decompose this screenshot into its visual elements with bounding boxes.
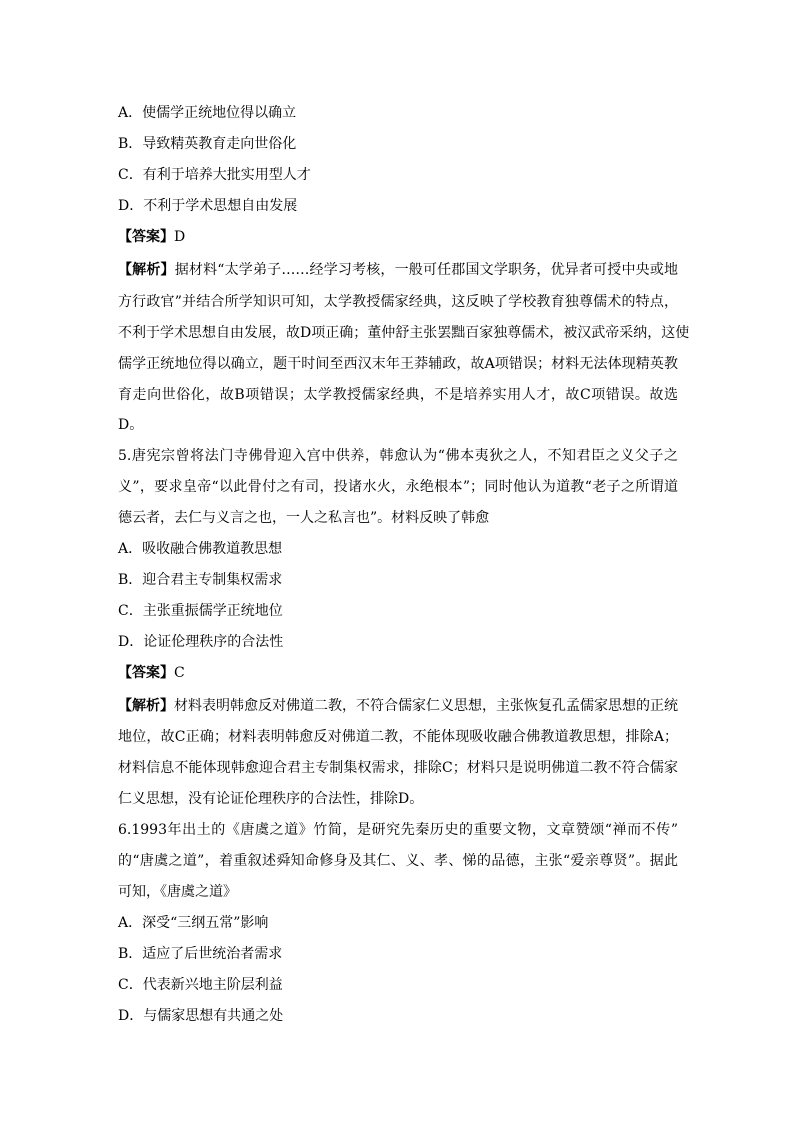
q5-option-d: D．论证伦理秩序的合法性 (118, 634, 284, 650)
q5-option-a: A．吸收融合佛教道教思想 (118, 541, 283, 557)
answer-tag: 【答案】 (118, 229, 174, 245)
q4-analysis-line (118, 260, 678, 280)
q4-answer (118, 227, 185, 247)
answer-value: C (174, 665, 185, 681)
q6-stem-line: 可知，《唐虞之道》 (118, 884, 237, 900)
q6-option-a: A．深受“三纲五常”影响 (118, 915, 269, 931)
q4-analysis-line: 儒学正统地位得以确立，题干时间至西汉末年王莽辅政，故A项错误；材料无法体现精英教 (118, 356, 678, 372)
q4-analysis-line: 方行政官”并结合所学知识可知，太学教授儒家经典，这反映了学校教育独尊儒术的特点， (118, 294, 678, 310)
q4-analysis-line: 育走向世俗化，故B项错误；太学教授儒家经典，不是培养实用人才，故C项错误。故选 (118, 387, 678, 403)
q4-option-a: A．使儒学正统地位得以确立 (118, 105, 297, 121)
q5-analysis-line: 地位，故C正确；材料表明韩愈反对佛道二教，不能体现吸收融合佛教道教思想，排除A； (118, 729, 678, 745)
analysis-tag: 【解析】 (118, 262, 175, 278)
q5-stem-line: 德云者，去仁与义言之也，一人之私言也”。材料反映了韩愈 (118, 510, 490, 526)
q6-stem-line: 的“唐虞之道”，着重叙述舜知命修身及其仁、义、孝、悌的品德，主张“爱亲尊贤”。据此 (118, 853, 678, 869)
answer-tag: 【答案】 (118, 665, 174, 681)
q4-analysis-line: D。 (118, 417, 144, 433)
q4-option-d: D．不利于学术思想自由发展 (118, 198, 298, 214)
q5-option-b: B．迎合君主专制集权需求 (118, 572, 283, 588)
answer-value: D (174, 229, 186, 245)
analysis-text: 材料表明韩愈反对佛道二教，不符合儒家仁义思想，主张恢复孔孟儒家思想的正统 (174, 698, 678, 714)
q5-stem-line: 5.唐宪宗曾将法门寺佛骨迎入宫中供养，韩愈认为“佛本夷狄之人，不知君臣之义父子之 (118, 448, 678, 464)
q4-analysis-line: 不利于学术思想自由发展，故D项正确；董仲舒主张罢黜百家独尊儒术，被汉武帝采纳，这使 (118, 325, 690, 341)
q6-option-b: B．适应了后世统治者需求 (118, 946, 283, 962)
q4-option-b: B．导致精英教育走向世俗化 (118, 136, 297, 152)
analysis-tag: 【解析】 (118, 698, 174, 714)
q5-analysis-line (118, 696, 678, 716)
q5-answer (118, 663, 185, 683)
analysis-text: 据材料“太学弟子……经学习考核，一般可任郡国文学职务，优异者可授中央或地 (174, 262, 679, 278)
q5-analysis-line: 材料信息不能体现韩愈迎合君主专制集权需求，排除C；材料只是说明佛道二教不符合儒家 (118, 760, 678, 776)
q5-stem-line: 义”，要求皇帝“以此骨付之有司，投诸水火，永绝根本”；同时他认为道教“老子之所谓道 (118, 479, 678, 495)
q6-option-d: D．与儒家思想有共通之处 (118, 1008, 284, 1024)
q4-option-c: C．有利于培养大批实用型人才 (118, 167, 311, 183)
q5-analysis-line: 仁义思想，没有论证伦理秩序的合法性，排除D。 (118, 791, 424, 807)
q5-option-c: C．主张重振儒学正统地位 (118, 603, 283, 619)
q6-option-c: C．代表新兴地主阶层利益 (118, 977, 283, 993)
q6-stem-line: 6.1993年出土的《唐虞之道》竹简，是研究先秦历史的重要文物，文章赞颂“禅而不传” (118, 822, 678, 838)
